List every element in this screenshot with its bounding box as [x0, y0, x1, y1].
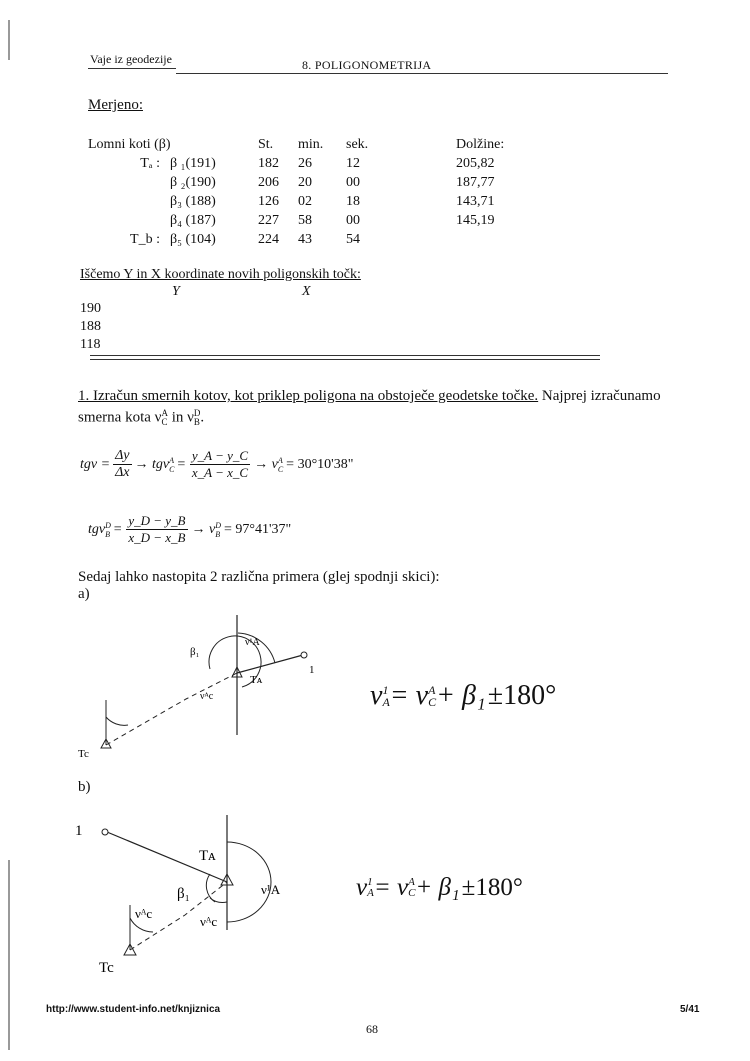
fig-a-nuca-label: νᴬc: [200, 691, 214, 702]
sub: B: [193, 417, 200, 427]
eq-sign: ±: [461, 874, 476, 901]
binding-mark: [8, 20, 10, 60]
row-deg: 126: [258, 194, 279, 209]
numerator: y_D − y_B: [128, 513, 186, 528]
fig-a-ta-label: Tᴀ: [250, 674, 263, 686]
formula2-arrow: → ν: [191, 521, 216, 537]
fig-a-beta-label: β₁: [190, 646, 200, 658]
section1-title-line: [78, 388, 661, 405]
measured-heading: Merjeno:: [88, 97, 143, 113]
label-lomni-koti: Lomni koti (β): [88, 137, 171, 152]
eq-sign: ±: [487, 680, 504, 711]
row-len: 143,71: [456, 194, 495, 209]
eq-rest: = ν: [373, 874, 409, 901]
eq-indices: 1 A: [367, 876, 374, 899]
angle-nuca-arc: [210, 898, 227, 902]
formula1-indices: A C: [169, 455, 175, 474]
connection-tc-ta: [106, 673, 237, 745]
eq-180: 180°: [475, 874, 523, 901]
case-b-label: b): [78, 779, 91, 795]
col-y-label: Y: [172, 284, 180, 299]
eq-indices: A C: [428, 683, 437, 709]
col-len-header: Dolžine:: [456, 137, 505, 152]
row-angle-name: β₄ (187): [170, 213, 216, 228]
row-sec: 18: [346, 194, 360, 209]
angle-tc-arc: [106, 717, 128, 725]
row-angle-name: β₃ (188): [170, 194, 216, 209]
case-a-label: a): [78, 586, 90, 602]
header-left: Vaje iz geodezije: [90, 52, 172, 66]
equation-case-a: [370, 680, 556, 712]
row-len: [456, 230, 504, 249]
fraction-coordinates: [190, 448, 250, 481]
table-header-row: [88, 135, 504, 154]
row-deg: 227: [258, 213, 279, 228]
point-number: 188: [80, 319, 101, 334]
row-angle-name: β ₂(190): [170, 175, 216, 190]
equation-case-b: [356, 874, 523, 902]
eq-lhs: ν: [370, 680, 383, 711]
fig-a-point-1-label: 1: [309, 664, 315, 676]
col-min-header: min.: [298, 137, 324, 152]
row-point: Tₐ :: [140, 156, 160, 171]
row-min: 58: [298, 213, 312, 228]
row-deg: 206: [258, 175, 279, 190]
double-rule-bottom: [90, 359, 600, 360]
col-x-label: X: [302, 284, 311, 299]
denominator: x_A − x_C: [191, 465, 249, 480]
fig-a-tc-label: Tc: [78, 748, 89, 760]
row-len: 187,77: [456, 175, 495, 190]
search-points: [80, 300, 101, 354]
row-len: 205,82: [456, 156, 495, 171]
figure-case-b: [75, 810, 305, 980]
col-deg-header: St.: [258, 137, 274, 152]
formula2-indices: D B: [105, 520, 111, 539]
row-sec: 12: [346, 156, 360, 171]
point-number: 190: [80, 301, 101, 316]
eq-plus: + β₁: [436, 680, 486, 711]
double-rule-top: [90, 355, 600, 356]
row-min: 02: [298, 194, 312, 209]
row-len: 145,19: [456, 213, 495, 228]
header-title: 8. POLIGONOMETRIJA: [302, 58, 432, 72]
table-row: [88, 154, 504, 173]
table-row: [88, 211, 504, 230]
row-sec: 54: [346, 232, 360, 247]
row-point: T_b :: [130, 232, 160, 247]
header-rule: [176, 73, 668, 74]
fig-b-ta-label: Tᴀ: [199, 848, 216, 864]
eq-plus: + β₁: [415, 874, 460, 901]
section1-title-tail: Najprej izračunamo: [538, 388, 661, 404]
measurements-table: [88, 135, 504, 249]
row-point: [88, 173, 170, 192]
cases-intro: Sedaj lahko nastopita 2 različna primera (glej spodnji skici):: [78, 569, 440, 585]
line2-text: smerna kota ν: [78, 409, 162, 426]
formula1-arrow2: → ν: [254, 456, 278, 472]
point-number: 118: [80, 337, 101, 352]
eq-indices: 1 A: [382, 683, 390, 709]
fraction-coordinates: [126, 513, 187, 546]
formula2-lhs: tgν: [88, 521, 106, 537]
row-angle-name: β₅ (104): [170, 232, 216, 247]
formula1-result: = 30°10'38": [286, 456, 354, 472]
eq-lhs: ν: [356, 874, 368, 901]
fig-a-nu-label: ν¹A: [245, 637, 260, 648]
sup: A: [161, 408, 168, 418]
eq-180: 180°: [503, 680, 557, 711]
row-point: [88, 192, 170, 211]
point-1-marker: [301, 652, 307, 658]
numerator: Δy: [115, 448, 130, 463]
row-min: 20: [298, 175, 312, 190]
formula1-indices: A C: [277, 455, 284, 474]
eq-indices: A C: [408, 876, 416, 899]
point-1-marker: [102, 829, 108, 835]
row-min: 43: [298, 232, 312, 247]
header-underline: [88, 68, 176, 69]
fraction-dy-dx: [113, 448, 131, 481]
section1-line2: [78, 409, 204, 427]
footer-page-count: 5/41: [680, 1004, 700, 1015]
fig-b-nu-label: ν¹A: [261, 882, 281, 897]
table-row: [88, 173, 504, 192]
row-deg: 182: [258, 156, 279, 171]
formula2-indices: D B: [215, 520, 221, 539]
denominator: x_D − x_B: [128, 530, 186, 545]
sub: C: [161, 417, 168, 427]
line2-mid: in ν: [167, 409, 194, 426]
col-sec-header: sek.: [346, 137, 369, 152]
page-number: 68: [366, 1022, 378, 1036]
formula-2: tgν D B = $\frac{y\_D - y\_B}{x\_D - x\_B}$ → ν D B = 97°41'37": [88, 513, 292, 545]
row-angle-name: β ₁(191): [170, 156, 216, 171]
figure-case-a: [70, 605, 330, 765]
fig-b-point-1-label: 1: [75, 823, 83, 839]
line2-end: .: [200, 409, 205, 426]
numerator: y_A − y_C: [191, 448, 249, 463]
row-deg: 224: [258, 232, 279, 247]
eq-rest: = ν: [389, 680, 429, 711]
row-sec: 00: [346, 175, 360, 190]
table-row: [88, 192, 504, 211]
row-min: 26: [298, 156, 312, 171]
formula1-lhs: tgν =: [80, 456, 111, 472]
fig-b-nuca-label-right: νᴬc: [200, 914, 218, 929]
sup: D: [193, 408, 201, 418]
footer-url[interactable]: http://www.student-info.net/knjiznica: [46, 1004, 221, 1015]
fig-b-nuca-label-left: νᴬc: [135, 906, 153, 921]
row-point: [88, 211, 170, 230]
formula1-arrow1: → tgν: [134, 456, 170, 472]
table-row: [88, 230, 504, 249]
denominator: Δx: [115, 465, 130, 480]
formula2-result: = 97°41'37": [224, 521, 292, 537]
fig-b-beta-label: β₁: [177, 886, 190, 902]
row-sec: 00: [346, 213, 360, 228]
binding-mark: [8, 860, 10, 1050]
section1-title: 1. Izračun smernih kotov, kot priklep poligona na obstoječe geodetske točke.: [78, 388, 539, 404]
fig-b-tc-label: Tc: [99, 960, 114, 976]
polygon-leg-ta-1: [237, 655, 303, 673]
formula-1: tgν = $\frac{\Delta y}{\Delta x}$ → tgν A C = $\frac{y\_A - y\_C}{x\_A - x\_C}$ → ν A C = 30°10'38": [80, 448, 354, 480]
search-heading: Iščemo Y in X koordinate novih poligonskih točk:: [80, 267, 361, 282]
